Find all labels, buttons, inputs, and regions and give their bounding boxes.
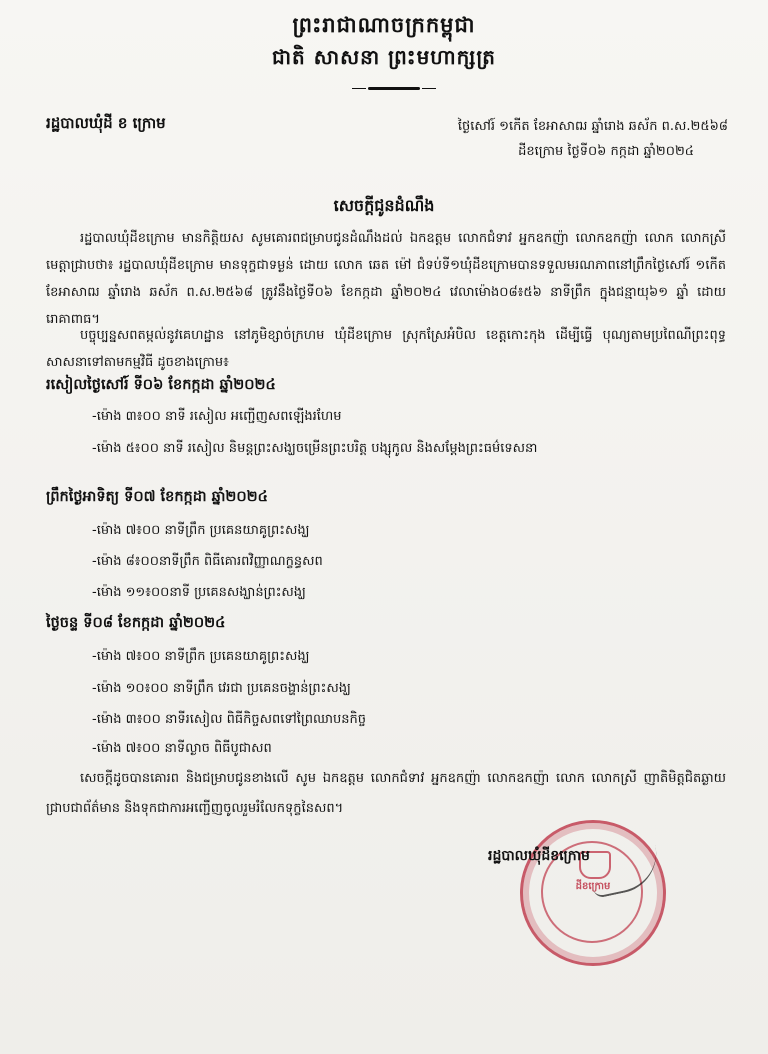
closing-paragraph: សេចក្តីដូចបានគោរព និងជម្រាបជូនខាងលើ សូម ឯកឧត្តម លោកជំទាវ អ្នកឧកញ៉ា លោកឧកញ៉ា លោក លោកស្រី ញាតិមិត្តជិតឆ្ងាយ ជ្រាបជាព័ត៌មាន និងទុកជាការអញ្ជើញចូលរួមរំលែកទុក្ខនៃសព។	[46, 771, 726, 816]
schedule-item: -ម៉ោង ៧៖០០ នាទីល្ងាច ពិធីបូជាសព	[92, 741, 272, 756]
schedule-item: -ម៉ោង ៧៖០០ នាទីព្រឹក ប្រគេនយាគូព្រះសង្ឃ	[92, 649, 310, 664]
header-divider	[368, 87, 420, 90]
stamp-text: ដីខក្រោម	[575, 881, 611, 892]
lunar-date: ថ្ងៃសៅរ៍ ១កើត ខែអាសាឍ ឆ្នាំរោង ឆស័ក ព.ស.២៥៦៨	[457, 119, 728, 134]
schedule-item: -ម៉ោង ៣៖០០ នាទី រសៀល អញ្ជើញសពឡើងរហែម	[92, 409, 342, 424]
schedule-item: -ម៉ោង ៧៖០០ នាទីព្រឹក ប្រគេនយាគូព្រះសង្ឃ	[92, 523, 310, 538]
solar-date: ដីខក្រោម ថ្ងៃទី០៦ កក្កដា ឆ្នាំ២០២៤	[518, 144, 694, 159]
national-motto: ជាតិ សាសនា ព្រះមហាក្សត្រ	[272, 45, 496, 69]
official-stamp	[520, 820, 666, 966]
issuing-authority: រដ្ឋបាលឃុំដី ខ ក្រោម	[46, 114, 166, 132]
kingdom-heading: ព្រះរាជាណាចក្រកម្ពុជា	[292, 13, 476, 37]
schedule-day-1-heading: រសៀលថ្ងៃសៅរ៍ ទី០៦ ខែកក្កដា ឆ្នាំ២០២៤	[46, 377, 276, 393]
notice-title: សេចក្តីជូនដំណឹង	[333, 196, 435, 215]
location-paragraph: បច្ចុប្បន្នសពតម្កល់នូវគេហដ្ឋាន នៅភូមិខ្សាច់ក្រហម ឃុំដីខក្រោម ស្រុកស្រែអំបិល ខេត្តកោះកុង ដើម្បីធ្វើ បុណ្យតាមប្រពៃណីព្រះពុទ្ធសាសនាទៅតាមកម្មវិធី ដូចខាងក្រោម៖	[46, 328, 726, 370]
announcement-paragraph: រដ្ឋបាលឃុំដីខក្រោម មានកិត្តិយស សូមគោរពជម្រាបជូនដំណឹងដល់ ឯកឧត្តម លោកជំទាវ អ្នកឧកញ៉ា លោកឧកញ៉ា លោក លោកស្រី មេត្តាជ្រាបថា៖ រដ្ឋបាលឃុំដីខក្រោម មានទុក្ខជាទម្ងន់ ដោយ លោក ឆេត ម៉ៅ ជំទប់ទី១ឃុំដីខក្រោមបានទទួលមរណភាពនៅព្រឹកថ្ងៃសៅរ៍ ១កើត ខែអាសាឍ ឆ្នាំរោង ឆស័ក ព.ស.២៥៦៨ ត្រូវនឹងថ្ងៃទី០៦ ខែកក្កដា ឆ្នាំ២០២៤ វេលាម៉ោង០៨៖៥៦ នាទីព្រឹក ក្នុងជន្មាយុ៦១ ឆ្នាំ ដោយរោគាពាធ។	[46, 231, 726, 327]
schedule-item: -ម៉ោង ៣៖០០ នាទីរសៀល ពិធីកិច្ចសពទៅព្រៃឈាបនកិច្ច	[92, 712, 366, 727]
schedule-day-3-heading: ថ្ងៃចន្ទ ទី០៨ ខែកក្កដា ឆ្នាំ២០២៤	[46, 615, 226, 631]
schedule-item: -ម៉ោង ១០៖០០ នាទីព្រឹក វេរជា ប្រគេនចង្ហាន់ព្រះសង្ឃ	[92, 681, 351, 696]
schedule-item: -ម៉ោង ៨៖០០នាទីព្រឹក ពិធីគោរពវិញ្ញាណក្ខន្ធសព	[92, 554, 323, 569]
schedule-day-2-heading: ព្រឹកថ្ងៃអាទិត្យ ទី០៧ ខែកក្កដា ឆ្នាំ២០២៤	[46, 489, 268, 505]
signatory-label: រដ្ឋបាលឃុំដីខក្រោម	[488, 848, 590, 864]
schedule-item: -ម៉ោង ៥៖០០ នាទី រសៀល និមន្តព្រះសង្ឃចម្រើនព្រះបរិត្ត បង្សុកូល និងសម្តែងព្រះធម៌ទេសនា	[92, 441, 538, 456]
schedule-item: -ម៉ោង ១១៖០០នាទី ប្រគេនសង្ឃាន់ព្រះសង្ឃ	[92, 585, 306, 600]
